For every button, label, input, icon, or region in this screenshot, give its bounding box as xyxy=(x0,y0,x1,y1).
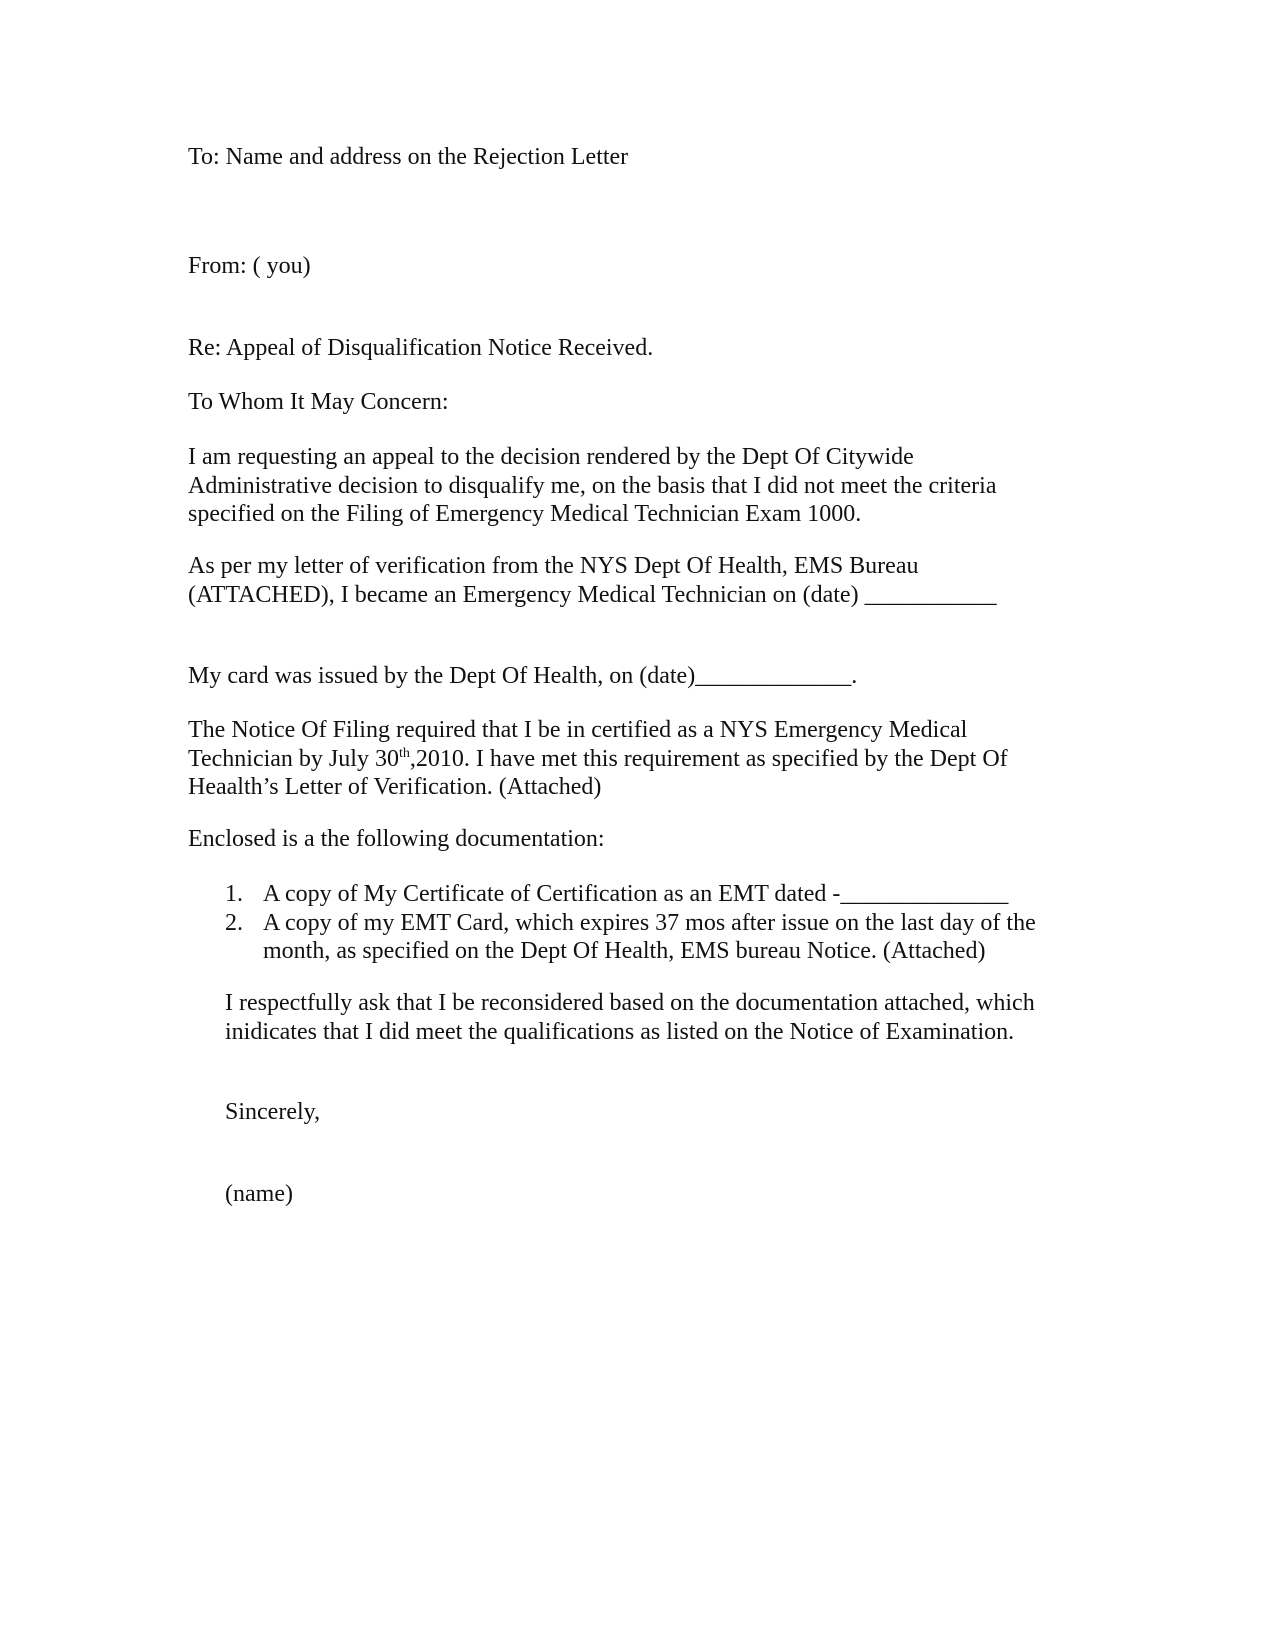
paragraph-line: Heaalth’s Letter of Verification. (Attached) xyxy=(188,774,602,800)
to-line: To: Name and address on the Rejection Letter xyxy=(188,144,629,170)
paragraph-line: specified on the Filing of Emergency Medical Technician Exam 1000. xyxy=(188,501,862,527)
list-number: 1. xyxy=(225,881,243,907)
card-issued-line: My card was issued by the Dept Of Health, on (date)_____________. xyxy=(188,663,858,689)
enclosed-intro: Enclosed is a the following documentation: xyxy=(188,826,605,852)
date-text: Technician by July 30 xyxy=(188,745,399,772)
paragraph-line: (ATTACHED), I became an Emergency Medical Technician on (date) ___________ xyxy=(188,581,997,608)
ordinal-suffix: th xyxy=(398,745,410,761)
closing: Sincerely, xyxy=(225,1099,321,1125)
paragraph-line: The Notice Of Filing required that I be in certified as a NYS Emergency Medical xyxy=(188,717,968,743)
list-item xyxy=(225,909,1085,966)
appeal-request-paragraph xyxy=(188,443,1088,529)
list-item-text: month, as specified on the Dept Of Health, EMS bureau Notice. (Attached) xyxy=(263,938,986,964)
notice-of-filing-paragraph xyxy=(188,716,1088,802)
paragraph-line xyxy=(188,745,1088,774)
list-number: 2. xyxy=(225,909,243,936)
list-item-text: A copy of My Certificate of Certification as an EMT dated -______________ xyxy=(263,881,1009,907)
signature-name: (name) xyxy=(225,1181,293,1207)
from-line: From: ( you) xyxy=(188,253,311,279)
paragraph-line: Administrative decision to disqualify me, on the basis that I did not meet the criteria xyxy=(188,472,997,499)
requirement-text: ,2010. I have met this requirement as specified by the Dept Of xyxy=(409,745,1008,772)
documents-list xyxy=(225,880,1085,966)
subject-line: Re: Appeal of Disqualification Notice Received. xyxy=(188,335,654,361)
list-item-text: A copy of my EMT Card, which expires 37 mos after issue on the last day of the xyxy=(263,909,1036,936)
reconsideration-paragraph xyxy=(225,989,1125,1046)
paragraph-line: I am requesting an appeal to the decision rendered by the Dept Of Citywide xyxy=(188,444,914,470)
list-item xyxy=(225,880,1085,909)
paragraph-line: As per my letter of verification from the NYS Dept Of Health, EMS Bureau xyxy=(188,553,919,579)
verification-paragraph xyxy=(188,552,1088,609)
salutation: To Whom It May Concern: xyxy=(188,389,449,415)
paragraph-line: inidicates that I did meet the qualifications as listed on the Notice of Examination. xyxy=(225,1018,1015,1045)
paragraph-line: I respectfully ask that I be reconsidered based on the documentation attached, which xyxy=(225,990,1035,1016)
